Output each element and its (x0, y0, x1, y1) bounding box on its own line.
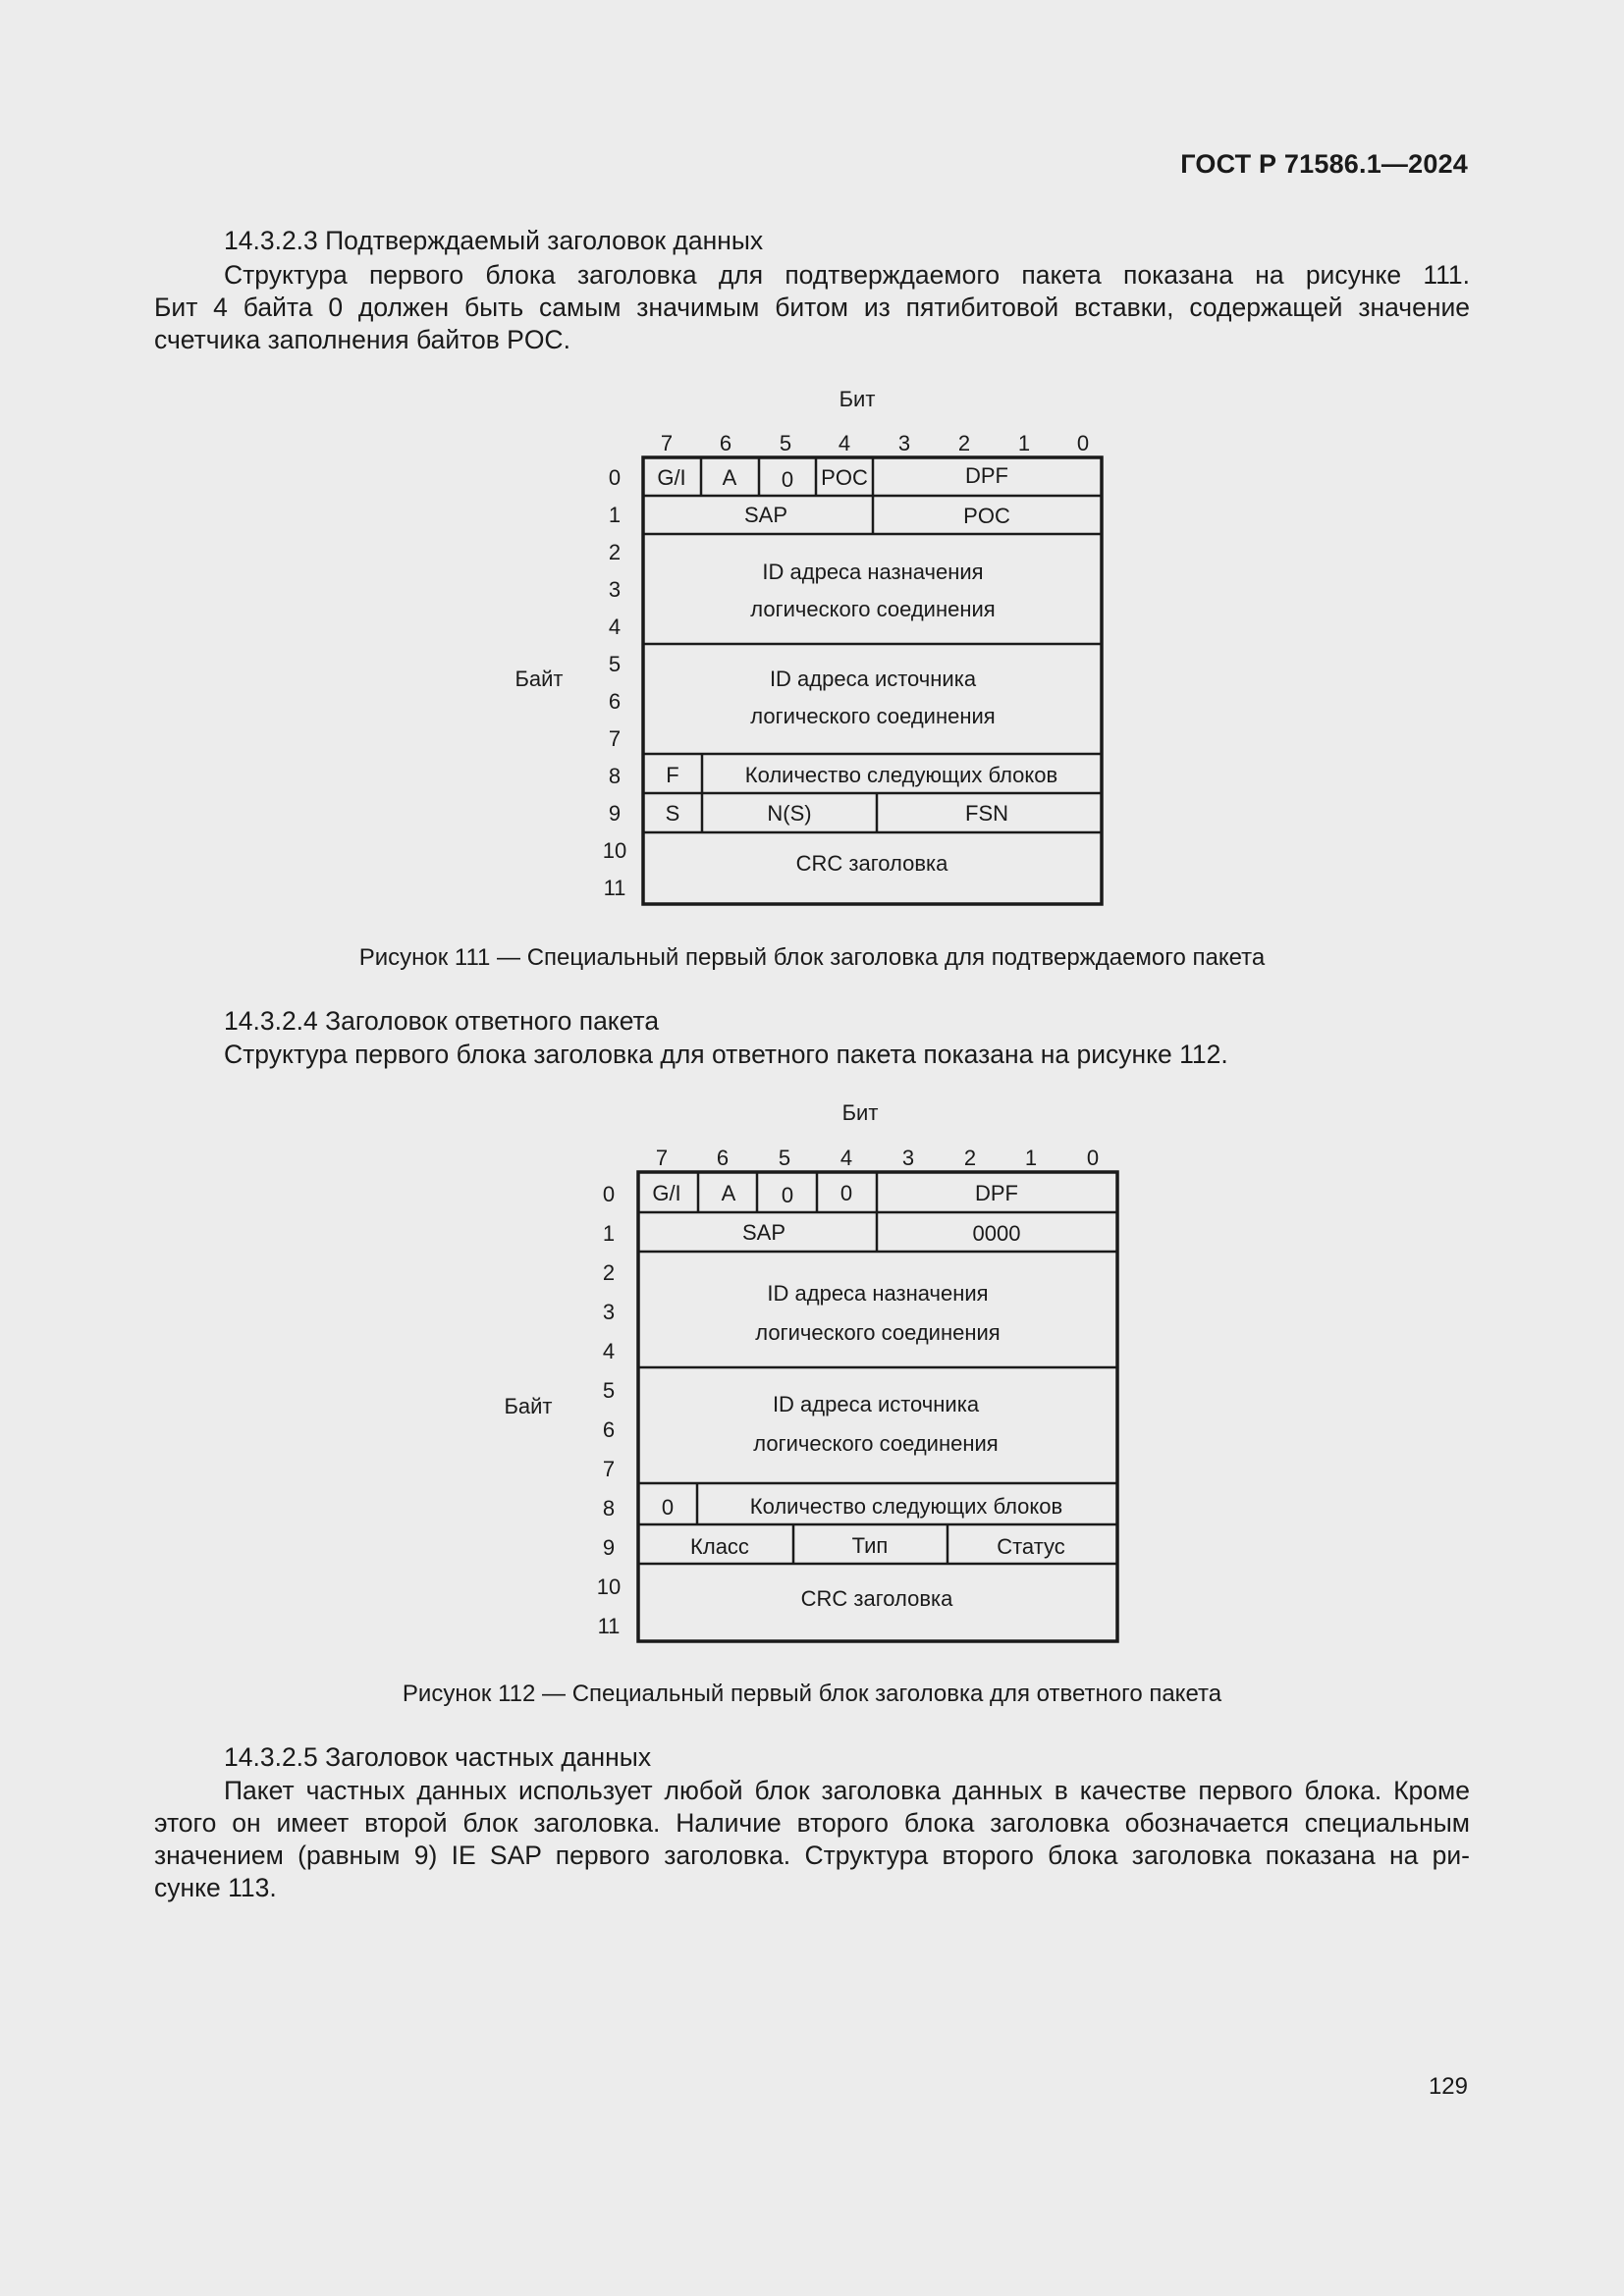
byte-number: 7 (602, 1457, 616, 1481)
bit-number: 1 (1024, 1146, 1038, 1170)
field-src-id-line2: логического соединения (750, 704, 996, 728)
bit-number: 0 (1076, 431, 1090, 455)
byte-number: 5 (608, 652, 622, 676)
field-dest-id-line1: ID адреса назначения (767, 1281, 989, 1306)
field-gi: G/I (657, 465, 686, 490)
section-heading-14-3-2-3: 14.3.2.3 Подтверждаемый заголовок данных (224, 226, 764, 255)
byte-number: 9 (608, 801, 622, 826)
field-status: Статус (997, 1534, 1065, 1559)
field-s: S (665, 801, 680, 826)
paragraph-line: этого он имеет второй блок заголовка. Наличие второго блока заголовка обозначается специальным (154, 1808, 1470, 1838)
byte-axis-label: Байт (514, 667, 564, 691)
bit-number: 7 (660, 431, 674, 455)
bit-number: 4 (839, 1146, 853, 1170)
field-dest-id-line2: логического соединения (755, 1320, 1001, 1345)
page-number: 129 (1428, 2073, 1468, 2100)
byte-number: 4 (608, 614, 622, 639)
field-0000: 0000 (972, 1221, 1021, 1246)
field-zero: 0 (839, 1181, 853, 1205)
byte-number: 0 (602, 1182, 616, 1206)
field-class: Класс (690, 1534, 749, 1559)
field-dpf: DPF (975, 1181, 1018, 1205)
byte-number: 6 (602, 1417, 616, 1442)
section-heading-14-3-2-4: 14.3.2.4 Заголовок ответного пакета (224, 1006, 660, 1036)
bit-number: 1 (1017, 431, 1031, 455)
figure-112-caption: Рисунок 112 — Специальный первый блок заголовка для ответного пакета (402, 1681, 1222, 1707)
bit-number: 7 (655, 1146, 669, 1170)
byte-number: 2 (602, 1260, 616, 1285)
bit-number: 5 (779, 431, 792, 455)
byte-number: 5 (602, 1378, 616, 1403)
byte-number: 11 (597, 1614, 621, 1638)
field-crc: CRC заголовка (795, 851, 948, 876)
field-poc-byte1: POC (963, 504, 1010, 528)
field-gi: G/I (652, 1181, 681, 1205)
paragraph-line: Пакет частных данных использует любой блок заголовка данных в качестве первого блока. Кроме (224, 1776, 1470, 1805)
paragraph-line: значением (равным 9) IE SAP первого заголовка. Структура второго блока заголовка показана на ри- (154, 1841, 1470, 1870)
field-block-count: Количество следующих блоков (744, 763, 1058, 787)
byte-number: 6 (608, 689, 622, 714)
section-heading-14-3-2-5: 14.3.2.5 Заголовок частных данных (224, 1742, 652, 1772)
field-sap: SAP (743, 503, 788, 527)
section-paragraph-14-3-2-5 (154, 1775, 1470, 1904)
field-f: F (666, 763, 679, 787)
field-fsn: FSN (965, 801, 1008, 826)
byte-number: 10 (602, 838, 627, 863)
byte-number: 8 (602, 1496, 616, 1521)
byte-number: 2 (608, 540, 622, 564)
field-zero: 0 (781, 467, 794, 492)
field-src-id-line1: ID адреса источника (772, 1392, 980, 1416)
byte-number: 4 (602, 1339, 616, 1363)
field-sap: SAP (741, 1220, 786, 1245)
paragraph-line: Бит 4 байта 0 должен быть самым значимым битом из пятибитовой вставки, содержащей значение (154, 293, 1470, 322)
paragraph-line: Структура первого блока заголовка для ответного пакета показана на рисунке 112. (224, 1040, 1228, 1069)
field-a: A (721, 1181, 736, 1205)
bit-number: 2 (963, 1146, 977, 1170)
bit-number: 2 (957, 431, 971, 455)
field-block-count: Количество следующих блоков (749, 1494, 1063, 1519)
document-header: ГОСТ Р 71586.1—2024 (1180, 149, 1468, 179)
byte-number: 1 (608, 503, 622, 527)
figure-111-caption: Рисунок 111 — Специальный первый блок заголовка для подтверждаемого пакета (358, 944, 1266, 971)
byte-number: 7 (608, 726, 622, 751)
paragraph-line: счетчика заполнения байтов POC. (154, 325, 570, 354)
field-crc: CRC заголовка (800, 1586, 953, 1611)
field-src-id-line1: ID адреса источника (769, 667, 977, 691)
field-type: Тип (851, 1533, 889, 1558)
byte-number: 11 (603, 876, 626, 900)
bit-number: 3 (901, 1146, 915, 1170)
bit-number: 4 (838, 431, 851, 455)
field-dest-id-line1: ID адреса назначения (762, 560, 984, 584)
byte-number: 8 (608, 764, 622, 788)
field-dpf: DPF (965, 463, 1008, 488)
bit-number: 6 (719, 431, 732, 455)
byte-number: 1 (602, 1221, 616, 1246)
field-zero: 0 (781, 1183, 794, 1207)
bit-number: 6 (716, 1146, 730, 1170)
byte-number: 3 (608, 577, 622, 602)
paragraph-line: сунке 113. (154, 1873, 277, 1902)
bit-number: 3 (897, 431, 911, 455)
paragraph-line: Структура первого блока заголовка для подтверждаемого пакета показана на рисунке 111. (224, 260, 1470, 290)
byte-number: 9 (602, 1535, 616, 1560)
bit-number: 0 (1086, 1146, 1100, 1170)
byte-number: 10 (596, 1575, 622, 1599)
field-zero-flag: 0 (661, 1495, 675, 1520)
field-a: A (722, 465, 737, 490)
byte-number: 3 (602, 1300, 616, 1324)
field-poc: POC (821, 465, 868, 490)
field-src-id-line2: логического соединения (753, 1431, 999, 1456)
byte-number: 0 (608, 465, 622, 490)
byte-axis-label: Байт (504, 1394, 553, 1418)
field-dest-id-line2: логического соединения (750, 597, 996, 621)
bit-number: 5 (778, 1146, 791, 1170)
bit-axis-label: Бит (839, 387, 876, 411)
bit-axis-label: Бит (841, 1100, 879, 1125)
field-ns: N(S) (767, 801, 812, 826)
